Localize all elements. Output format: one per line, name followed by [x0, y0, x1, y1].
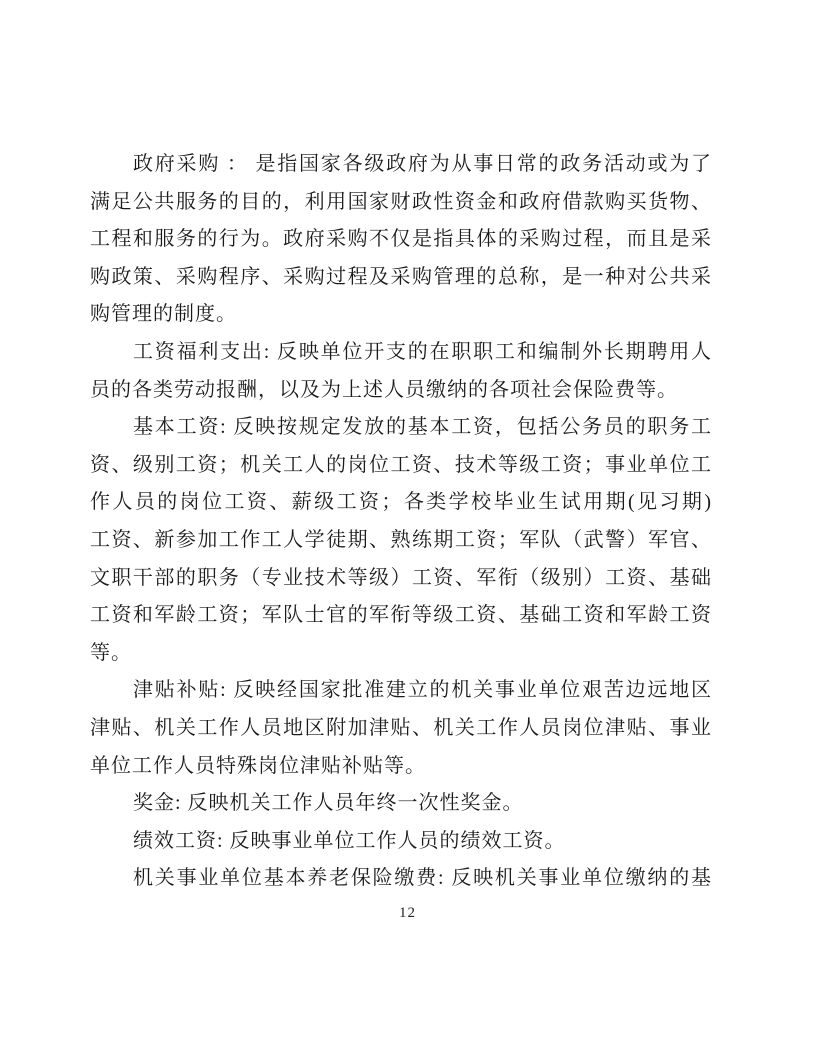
text-line: 津贴、机关工作人员地区附加津贴、机关工作人员岗位津贴、事业: [90, 716, 712, 739]
text-line: 工资、新参加工作工人学徒期、熟练期工资；军队（武警）军官、: [90, 528, 712, 551]
text-line: 购政策、采购程序、采购过程及采购管理的总称，是一种对公共采: [90, 265, 712, 288]
text-line: 单位工作人员特殊岗位津贴补贴等。: [90, 754, 426, 777]
text-line: 购管理的制度。: [90, 303, 237, 326]
text-line: 资、级别工资；机关工人的岗位工资、技术等级工资；事业单位工: [90, 453, 712, 476]
body-text: [90, 146, 712, 898]
text-line: 机关事业单位基本养老保险缴费: 反映机关事业单位缴纳的基: [133, 867, 712, 890]
text-line: 基本工资: 反映按规定发放的基本工资，包括公务员的职务工: [133, 416, 712, 439]
text-line: 政府采购 ： 是指国家各级政府为从事日常的政务活动或为了: [133, 153, 712, 175]
text-line: 作人员的岗位工资、薪级工资；各类学校毕业生试用期(见习期): [90, 491, 712, 514]
text-line: 文职干部的职务（专业技术等级）工资、军衔（级别）工资、基础: [90, 566, 712, 589]
text-line: 等。: [90, 641, 132, 664]
text-line: 员的各类劳动报酬，以及为上述人员缴纳的各项社会保险费等。: [90, 378, 678, 401]
page-number: 12: [399, 905, 416, 921]
text-line: 满足公共服务的目的，利用国家财政性资金和政府借款购买货物、: [90, 190, 712, 213]
text-line: 绩效工资: 反映事业单位工作人员的绩效工资。: [133, 829, 566, 852]
text-line: 工资福利支出: 反映单位开支的在职职工和编制外长期聘用人: [133, 340, 712, 363]
text-line: 工资和军龄工资；军队士官的军衔等级工资、基础工资和军龄工资: [90, 604, 712, 627]
text-line: 工程和服务的行为。政府采购不仅是指具体的采购过程，而且是采: [90, 228, 712, 251]
text-line: 奖金: 反映机关工作人员年终一次性奖金。: [133, 792, 524, 815]
text-line: 津贴补贴: 反映经国家批准建立的机关事业单位艰苦边远地区: [133, 679, 712, 702]
